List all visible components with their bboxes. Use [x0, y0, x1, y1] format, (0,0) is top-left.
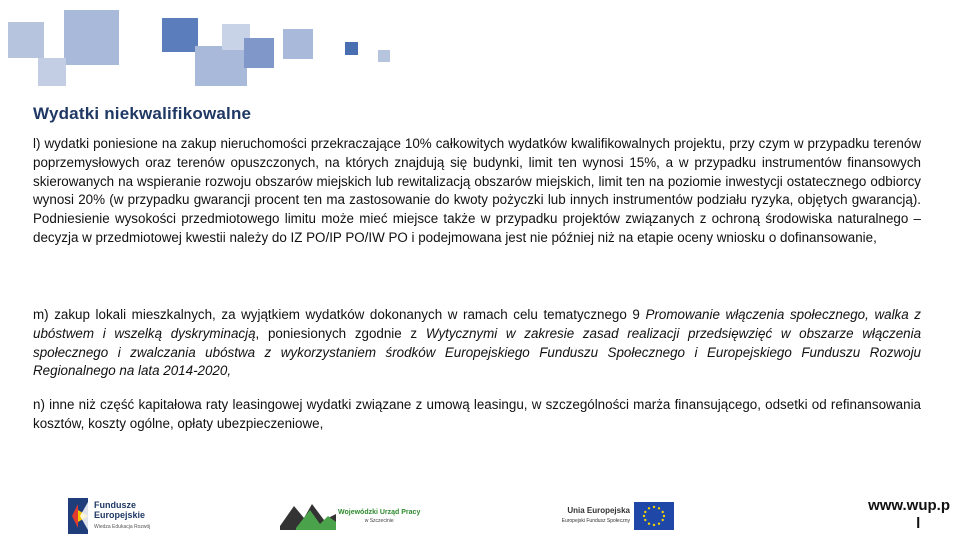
decor-square [283, 29, 313, 59]
decor-square [162, 18, 198, 52]
url-line2: l [916, 515, 921, 532]
fe-star-icon [66, 496, 92, 536]
fe-line2: Europejskie [94, 510, 146, 520]
paragraph-m-italic: Promowanie włączenia społecznego, walka z ubóstwem i wszelką dyskryminacją [33, 307, 922, 341]
wup-line2: w Szczecinie [364, 518, 394, 524]
wup-emblem-icon [280, 500, 336, 530]
decor-square [38, 58, 66, 86]
decor-square [378, 50, 390, 62]
unia-europejska-logo [538, 502, 678, 532]
fe-line1: Fundusze [94, 500, 136, 510]
page-title: Wydatki niekwalifikowalne [33, 104, 252, 123]
wup-line1: Wojewódzki Urząd Pracy [338, 509, 421, 516]
eu-line2: Europejski Fundusz Społeczny [561, 518, 630, 524]
website-url[interactable] [868, 497, 950, 533]
url-line1: www.wup.p [868, 497, 950, 514]
decor-square [345, 42, 358, 55]
paragraph-m [33, 306, 921, 381]
eu-line1: Unia Europejska [567, 506, 630, 515]
paragraph-l: l) wydatki poniesione na zakup nieruchomości przekraczające 10% całkowitych wydatków kwalifikowalnych projektu, przy czym w przypadku terenów poprzemysłowych oraz terenów opuszczonych, na których znajdują się budynki, limit ten wynosi 15%, a w przypadku instrumentów finansowych skierowanych na wspieranie rozwoju obszarów miejskich lub rewitalizacją obszarów miejskich, limit ten na poziomie inwestycji ostatecznego odbiorcy wynosi 20% (w przypadku gwarancji procent ten ma zastosowanie do kwoty pożyczki lub innych instrumentów podziału ryzyka, objętych gwarancją). Podniesienie wysokości przedmiotowego limitu może mieć miejsce także w przypadku projektów związanych z ochroną środowiska naturalnego – decyzja w przedmiotowej kwestii należy do IZ PO/IP PO/IW PO i podejmowana jest nie później niż na etapie oceny wniosku o dofinansowanie, [33, 136, 921, 245]
paragraph-m-text: , poniesionych zgodnie z [255, 325, 426, 341]
eu-flag-icon [634, 502, 674, 530]
fundusze-europejskie-logo [66, 496, 186, 538]
paragraph-n: n) inne niż część kapitałowa raty leasingowej wydatki związane z umową leasingu, w szczególności marża finansującego, odsetki od refinansowania kosztów, koszty ogólne, opłaty ubezpieczeniowe, [33, 397, 921, 431]
paragraph-m-italic: Wytycznymi w zakresie zasad realizacji przedsięwzięć w obszarze włączenia społecznego i zwalczania ubóstwa z wykorzystaniem środków Europejskiego Funduszu Społecznego i Europejskiego Funduszu Rozwoju Regionalnego na lata 2014-2020, [33, 325, 922, 379]
logo-bar [0, 490, 960, 540]
decor-square [195, 46, 247, 86]
decor-square [244, 38, 274, 68]
decor-square [64, 10, 119, 65]
wup-logo [280, 500, 430, 536]
decor-square [8, 22, 44, 58]
fe-line3: Wiedza Edukacja Rozwój [94, 524, 151, 530]
paragraph-m-text: m) zakup lokali mieszkalnych, za wyjątkiem wydatków dokonanych w ramach celu tematycznego 9 [33, 307, 646, 322]
